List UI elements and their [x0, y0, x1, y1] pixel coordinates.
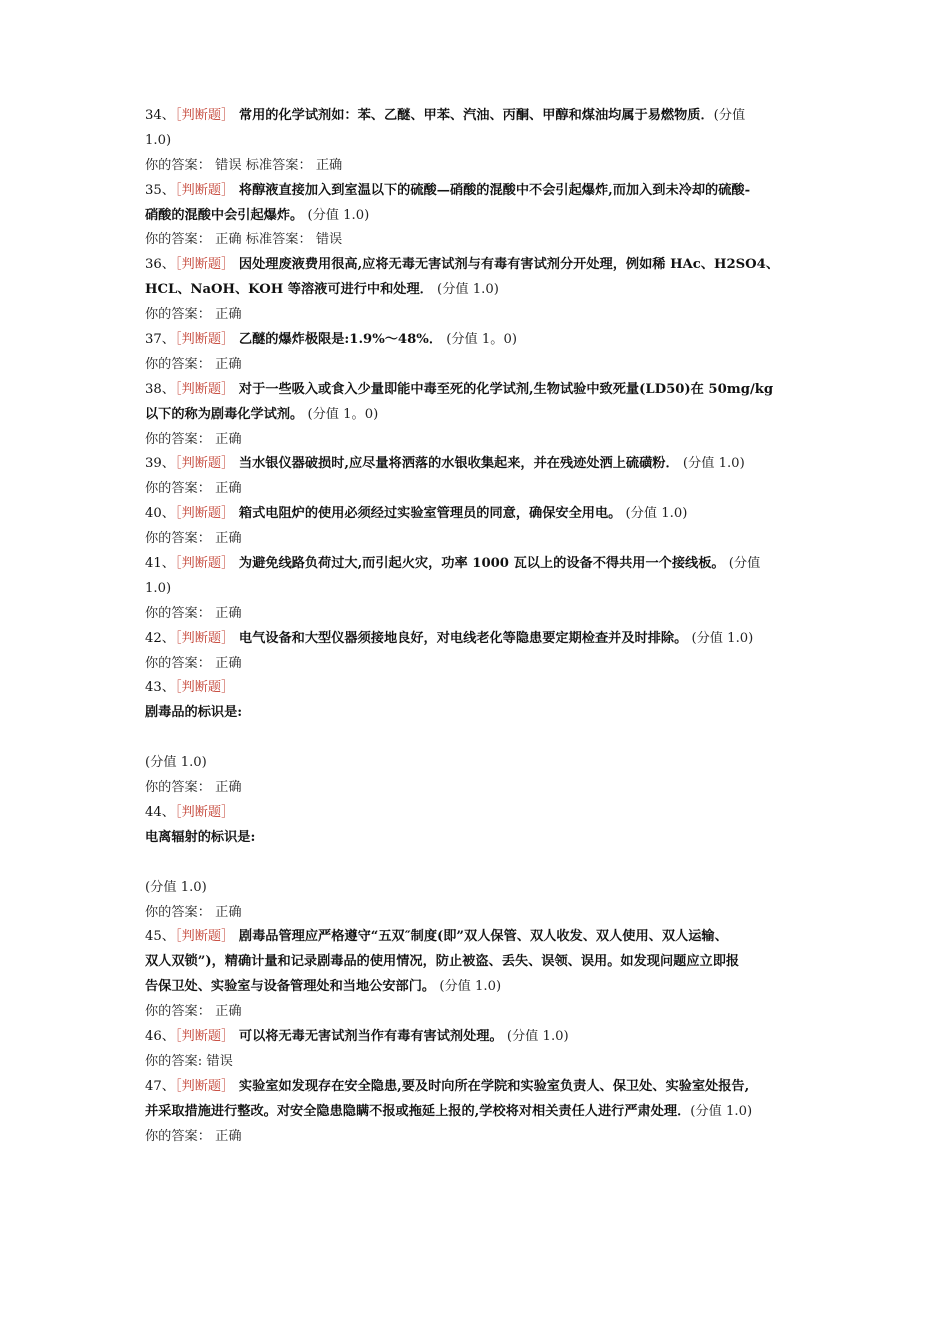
- question-line: [145, 328, 813, 353]
- question-type-tag: ［判断题］: [174, 456, 235, 472]
- answer-value: 正确: [210, 307, 242, 323]
- answer-label: 你的答案：: [145, 531, 211, 547]
- answer-line: [145, 303, 813, 328]
- question-number: 39、: [145, 456, 175, 472]
- question-score: (分值 1.0): [678, 456, 745, 472]
- question-score: (分值 1.0): [690, 1103, 753, 1119]
- question-score: (分值 1.0): [435, 979, 502, 995]
- question-continuation-line: [145, 950, 813, 975]
- question-number: 41、: [145, 556, 175, 572]
- answer-value: 正确: [210, 780, 242, 796]
- question-score: (分值 1.0): [621, 506, 688, 522]
- question-text: 将醇液直接加入到室温以下的硫酸—硝酸的混酸中不会引起爆炸,而加入到未冷却的硫酸-: [234, 182, 751, 198]
- question-number: 46、: [145, 1028, 175, 1044]
- question-type-tag: ［判断题］: [174, 108, 235, 123]
- question-text: 实验室如发现存在安全隐患,要及时向所在学院和实验室负责人、保卫处、实验室处报告,: [234, 1078, 750, 1094]
- question-number: 40、: [145, 506, 175, 522]
- answer-line: [145, 602, 813, 627]
- question-continuation-line: [145, 204, 813, 229]
- answer-line: [145, 428, 813, 453]
- question-score: (分值: [713, 108, 746, 123]
- answer-line: [145, 353, 813, 378]
- question-line: [145, 1025, 813, 1050]
- question-continuation-line: [145, 701, 813, 726]
- question-score: (分值 1。0): [442, 332, 518, 348]
- answer-value: 正确: [210, 1128, 242, 1144]
- answer-label: 你的答案：: [145, 655, 211, 671]
- question-score: (分值 1.0): [145, 755, 207, 771]
- answer-value: 正确: [210, 605, 242, 621]
- answer-line: [145, 477, 813, 502]
- question-score: (分值 1.0): [502, 1028, 569, 1044]
- answer-label: 你的答案:: [145, 1053, 203, 1069]
- answer-line: [145, 154, 813, 179]
- answer-value: 错误 标准答案： 正确: [210, 157, 343, 173]
- question-number: 36、: [145, 257, 175, 273]
- question-continuation-line: [145, 1100, 813, 1125]
- question-text: 硝酸的混酸中会引起爆炸。: [145, 207, 304, 223]
- question-line: [145, 253, 813, 278]
- question-continuation-line: [145, 975, 813, 1000]
- answer-label: 你的答案：: [145, 1004, 211, 1020]
- blank-line: [145, 726, 813, 751]
- question-continuation-line: [145, 876, 813, 901]
- question-line: [145, 676, 813, 701]
- question-score: (分值 1.0): [687, 630, 754, 646]
- question-type-tag: ［判断题］: [174, 1078, 235, 1094]
- answer-value: 正确: [210, 904, 242, 920]
- question-continuation-line: [145, 751, 813, 776]
- answer-label: 你的答案：: [145, 356, 211, 372]
- answer-label: 你的答案：: [145, 157, 211, 173]
- answer-line: [145, 1000, 813, 1025]
- question-number: 44、: [145, 804, 175, 820]
- question-number: 43、: [145, 680, 175, 696]
- question-score: (分值: [724, 556, 761, 572]
- question-text: 以下的称为剧毒化学试剂。: [145, 406, 304, 422]
- answer-label: 你的答案：: [145, 1128, 211, 1144]
- answer-value: 正确: [210, 655, 242, 671]
- question-score: (分值 1.0): [432, 282, 499, 298]
- blank-line: [145, 851, 813, 876]
- answer-label: 你的答案：: [145, 780, 211, 796]
- question-score: (分值 1。0): [303, 406, 379, 422]
- question-number: 47、: [145, 1078, 175, 1094]
- question-text: 乙醚的爆炸极限是:1.9%～48%．: [234, 332, 443, 348]
- question-text: 剧毒品管理应严格遵守“五双″制度(即”双人保管、双人收发、双人使用、双人运输、: [234, 929, 728, 945]
- question-type-tag: ［判断题］: [174, 556, 235, 572]
- exam-results-document: [145, 104, 813, 1149]
- question-text: 剧毒品的标识是:: [145, 705, 243, 721]
- question-line: [145, 627, 813, 652]
- question-line: [145, 104, 813, 129]
- question-type-tag: ［判断题］: [174, 381, 235, 397]
- question-score: 1.0): [145, 580, 172, 596]
- question-number: 42、: [145, 630, 175, 646]
- question-number: 35、: [145, 182, 175, 198]
- question-line: [145, 1075, 813, 1100]
- answer-line: [145, 1050, 813, 1075]
- question-number: 38、: [145, 381, 175, 397]
- answer-line: [145, 652, 813, 677]
- question-text: 告保卫处、实验室与设备管理处和当地公安部门。: [145, 979, 436, 995]
- answer-label: 你的答案：: [145, 904, 211, 920]
- question-number: 37、: [145, 332, 175, 348]
- question-text: HCL、NaOH、KOH 等溶液可进行中和处理．: [145, 282, 433, 298]
- answer-line: [145, 776, 813, 801]
- question-type-tag: ［判断题］: [174, 506, 235, 522]
- answer-value: 正确: [210, 356, 242, 372]
- question-continuation-line: [145, 826, 813, 851]
- answer-value: 正确: [210, 531, 242, 547]
- question-text: 可以将无毒无害试剂当作有毒有害试剂处理。: [234, 1028, 503, 1044]
- question-number: 34、: [145, 108, 175, 123]
- answer-label: 你的答案：: [145, 431, 211, 447]
- answer-line: [145, 527, 813, 552]
- question-text: 电离辐射的标识是:: [145, 829, 256, 845]
- question-text: 当水银仪器破损时,应尽量将洒落的水银收集起来，并在残迹处洒上硫磺粉．: [234, 456, 679, 472]
- question-continuation-line: [145, 129, 813, 154]
- answer-label: 你的答案：: [145, 605, 211, 621]
- question-number: 45、: [145, 929, 175, 945]
- question-text: 因处理废液费用很高,应将无毒无害试剂与有毒有害试剂分开处理，例如稀 HAc、H2SO4、: [234, 257, 780, 273]
- question-type-tag: ［判断题］: [174, 257, 235, 273]
- answer-value: 正确: [210, 431, 242, 447]
- answer-value: 正确: [210, 481, 242, 497]
- question-text: 箱式电阻炉的使用必须经过实验室管理员的同意，确保安全用电。: [234, 506, 622, 522]
- question-continuation-line: [145, 403, 813, 428]
- answer-label: 你的答案：: [145, 307, 211, 323]
- question-type-tag: ［判断题］: [174, 804, 235, 820]
- question-line: [145, 452, 813, 477]
- question-line: [145, 378, 813, 403]
- answer-line: [145, 1125, 813, 1150]
- question-text: 并采取措施进行整改。对安全隐患隐瞒不报或拖延上报的,学校将对相关责任人进行严肃处理．: [145, 1103, 691, 1119]
- question-text: 对于一些吸入或食入少量即能中毒至死的化学试剂,生物试验中致死量(LD50)在 50mg/kg: [234, 381, 774, 397]
- question-type-tag: ［判断题］: [174, 332, 235, 348]
- question-text: 双人双锁”)，精确计量和记录剧毒品的使用情况，防止被盗、丢失、误领、误用。如发现问题应立即报: [145, 954, 740, 970]
- question-line: [145, 179, 813, 204]
- question-line: [145, 502, 813, 527]
- question-continuation-line: [145, 278, 813, 303]
- question-line: [145, 925, 813, 950]
- question-text: 电气设备和大型仪器须接地良好，对电线老化等隐患要定期检查并及时排除。: [234, 630, 688, 646]
- question-line: [145, 801, 813, 826]
- answer-line: [145, 228, 813, 253]
- question-score: (分值 1.0): [145, 879, 207, 895]
- answer-label: 你的答案：: [145, 481, 211, 497]
- question-type-tag: ［判断题］: [174, 1028, 235, 1044]
- question-score: 1.0): [145, 132, 172, 148]
- answer-value: 正确: [210, 1004, 242, 1020]
- question-score: (分值 1.0): [303, 207, 370, 223]
- question-type-tag: ［判断题］: [174, 929, 235, 945]
- question-type-tag: ［判断题］: [174, 680, 235, 696]
- question-text: 为避免线路负荷过大,而引起火灾，功率 1000 瓦以上的设备不得共用一个接线板。: [234, 556, 725, 572]
- question-type-tag: ［判断题］: [174, 630, 235, 646]
- answer-value: 正确 标准答案： 错误: [210, 232, 343, 248]
- question-text: 常用的化学试剂如：苯、乙醚、甲苯、汽油、丙酮、甲醇和煤油均属于易燃物质．: [234, 108, 714, 123]
- question-line: [145, 552, 813, 577]
- answer-line: [145, 901, 813, 926]
- answer-value: 错误: [202, 1053, 233, 1069]
- answer-label: 你的答案：: [145, 232, 211, 248]
- question-continuation-line: [145, 577, 813, 602]
- question-type-tag: ［判断题］: [174, 182, 235, 198]
